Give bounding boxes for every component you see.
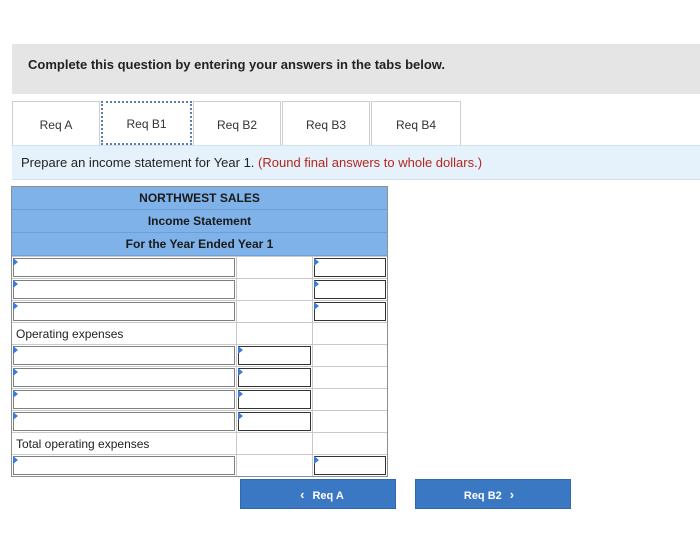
net-income-label-input[interactable]	[13, 456, 235, 475]
account-input[interactable]	[13, 258, 235, 277]
income-statement-table	[11, 186, 388, 477]
instruction-line	[21, 155, 482, 170]
table-row	[12, 256, 387, 278]
tab-req-a[interactable]	[12, 101, 100, 145]
dropdown-flag-icon	[238, 368, 243, 376]
tab-label: Req A	[39, 118, 73, 132]
dropdown-flag-icon	[13, 346, 18, 354]
table-row	[12, 344, 387, 366]
dropdown-flag-icon	[314, 456, 319, 464]
table-row	[12, 322, 387, 344]
prev-req-a-button[interactable]	[240, 479, 396, 509]
tab-label: Req B2	[216, 118, 258, 132]
amount-input[interactable]	[314, 302, 386, 321]
dropdown-flag-icon	[13, 368, 18, 376]
dropdown-flag-icon	[13, 258, 18, 266]
tab-label: Req B4	[395, 118, 437, 132]
expense-account-input[interactable]	[13, 346, 235, 365]
dropdown-flag-icon	[13, 280, 18, 288]
expense-account-input[interactable]	[13, 390, 235, 409]
chevron-left-icon: ‹	[300, 487, 305, 502]
statement-title: Income Statement	[12, 210, 387, 233]
dropdown-flag-icon	[314, 302, 319, 310]
expense-account-input[interactable]	[13, 368, 235, 387]
tab-label: Req B3	[305, 118, 347, 132]
statement-period: For the Year Ended Year 1	[12, 233, 387, 256]
dropdown-flag-icon	[13, 456, 18, 464]
instruction-banner	[12, 44, 700, 94]
expense-amount-input[interactable]	[238, 368, 311, 387]
dropdown-flag-icon	[238, 412, 243, 420]
next-req-b2-button[interactable]	[415, 479, 571, 509]
tab-req-b1[interactable]	[101, 101, 192, 145]
tab-req-b2[interactable]	[193, 101, 281, 145]
amount-input[interactable]	[314, 258, 386, 277]
next-button-label: Req B2	[463, 490, 502, 502]
dropdown-flag-icon	[13, 412, 18, 420]
total-operating-expenses-label: Total operating expenses	[16, 437, 150, 451]
table-row	[12, 300, 387, 322]
net-income-amount-input[interactable]	[314, 456, 386, 475]
banner-text: Complete this question by entering your answers in the tabs below.	[28, 57, 446, 72]
chevron-right-icon: ›	[509, 487, 515, 502]
dropdown-flag-icon	[314, 258, 319, 266]
tab-label: Req B1	[126, 117, 167, 131]
expense-amount-input[interactable]	[238, 412, 311, 431]
table-row	[12, 278, 387, 300]
prev-button-label: Req A	[312, 490, 344, 502]
table-row	[12, 432, 387, 454]
expense-amount-input[interactable]	[238, 390, 311, 409]
dropdown-flag-icon	[13, 302, 18, 310]
tab-req-b4[interactable]	[371, 101, 461, 145]
table-row	[12, 388, 387, 410]
rounding-note: (Round final answers to whole dollars.)	[258, 155, 483, 170]
amount-input[interactable]	[314, 280, 386, 299]
table-row	[12, 366, 387, 388]
expense-amount-input[interactable]	[238, 346, 311, 365]
instruction-bar	[12, 145, 700, 180]
dropdown-flag-icon	[238, 346, 243, 354]
expense-account-input[interactable]	[13, 412, 235, 431]
tab-req-b3[interactable]	[282, 101, 370, 145]
table-row	[12, 454, 387, 476]
operating-expenses-label: Operating expenses	[16, 327, 124, 341]
instruction-text: Prepare an income statement for Year 1.	[21, 155, 255, 170]
table-row	[12, 410, 387, 432]
dropdown-flag-icon	[314, 280, 319, 288]
account-input[interactable]	[13, 302, 235, 321]
dropdown-flag-icon	[13, 390, 18, 398]
account-input[interactable]	[13, 280, 235, 299]
company-name: NORTHWEST SALES	[12, 187, 387, 210]
dropdown-flag-icon	[238, 390, 243, 398]
